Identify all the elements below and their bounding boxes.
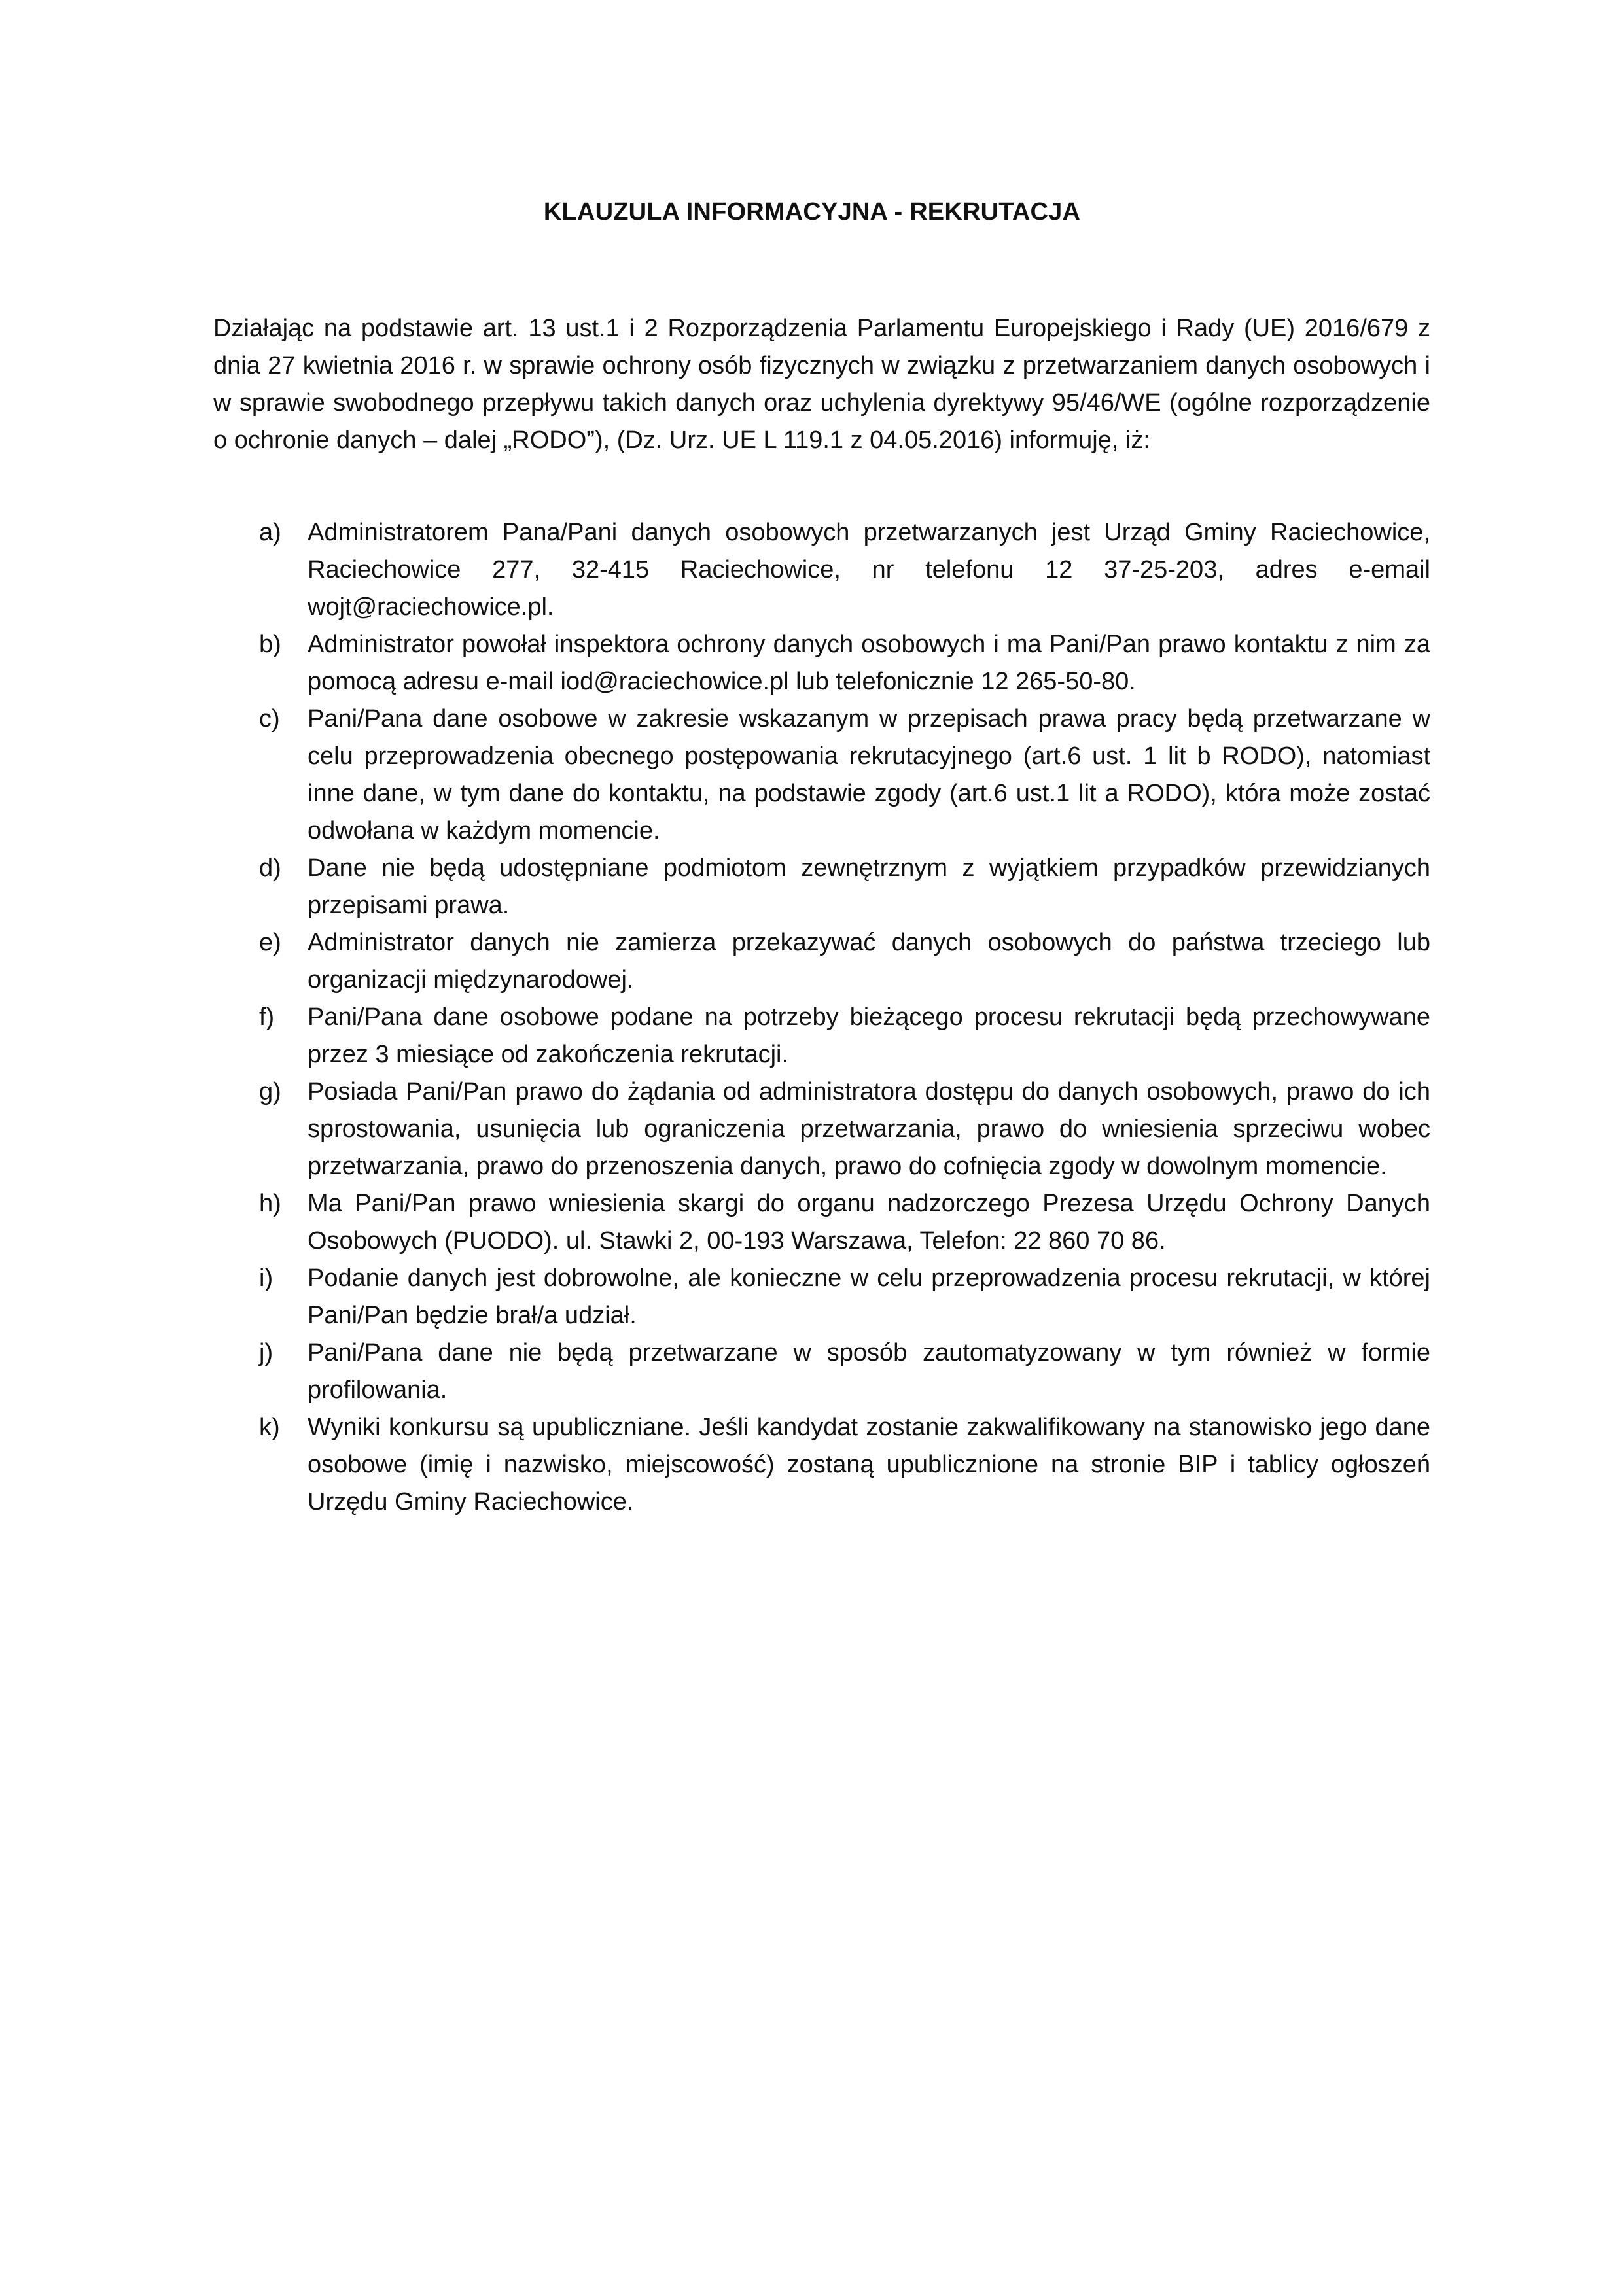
list-item-letter: h) <box>259 1190 281 1217</box>
document-title: KLAUZULA INFORMACYJNA - REKRUTACJA <box>543 198 1081 226</box>
list-item-letter: a) <box>259 519 281 546</box>
list-item-letter: k) <box>259 1414 280 1441</box>
intro-paragraph: Działając na podstawie art. 13 ust.1 i 2 Rozporządzenia Parlamentu Europejskiego i Rady (UE) 2016/679 z dnia 27 kwietnia 2016 r. w sprawie ochrony osób fizycznych w związku z przetwarzaniem danych osobowych i w sprawie swobodnego przepływu takich danych oraz uchylenia dyrektywy 95/46/WE (ogólne rozporządzenie o ochronie danych – dalej „RODO”), (Dz. Urz. UE L 119.1 z 04.05.2016) informuję, iż: <box>213 315 1430 454</box>
list-item <box>213 701 1430 850</box>
list-item-letter: b) <box>259 631 281 658</box>
list-item <box>213 626 1430 701</box>
list-item-text: Dane nie będą udostępniane podmiotom zewnętrznym z wyjątkiem przypadków przewidzianych przepisami prawa. <box>308 854 1430 919</box>
list-item-letter: g) <box>259 1078 281 1105</box>
list-item-letter: d) <box>259 854 281 882</box>
list-item <box>213 1334 1430 1409</box>
list-item-text: Posiada Pani/Pan prawo do żądania od administratora dostępu do danych osobowych, prawo do ich sprostowania, usunięcia lub ograniczenia przetwarzania, prawo do wniesienia sprzeciwu wobec przetwarzania, prawo do przenoszenia danych, prawo do cofnięcia zgody w dowolnym momencie. <box>308 1078 1430 1180</box>
list-item <box>213 1185 1430 1260</box>
clause-list <box>213 514 1430 1521</box>
list-item <box>213 514 1430 626</box>
list-item-text: Pani/Pana dane nie będą przetwarzane w sposób zautomatyzowany w tym również w formie profilowania. <box>308 1339 1430 1404</box>
list-item <box>213 1073 1430 1185</box>
list-item-text: Ma Pani/Pan prawo wniesienia skargi do organu nadzorczego Prezesa Urzędu Ochrony Danych Osobowych (PUODO). ul. Stawki 2, 00-193 Warszawa, Telefon: 22 860 70 86. <box>308 1190 1430 1255</box>
list-item-letter: f) <box>259 1003 275 1031</box>
list-item-text: Administratorem Pana/Pani danych osobowych przetwarzanych jest Urząd Gminy Raciechowice, Raciechowice 277, 32-415 Raciechowice, nr telefonu 12 37-25-203, adres e-email wojt@raciechowice.pl. <box>308 519 1430 621</box>
list-item-text: Podanie danych jest dobrowolne, ale konieczne w celu przeprowadzenia procesu rekrutacji, w której Pani/Pan będzie brał/a udział. <box>308 1264 1430 1329</box>
list-item-text: Pani/Pana dane osobowe w zakresie wskazanym w przepisach prawa pracy będą przetwarzane w celu przeprowadzenia obecnego postępowania rekrutacyjnego (art.6 ust. 1 lit b RODO), natomiast inne dane, w tym dane do kontaktu, na podstawie zgody (art.6 ust.1 lit a RODO), która może zostać odwołana w każdym momencie. <box>308 705 1430 844</box>
list-item <box>213 850 1430 924</box>
list-item <box>213 1260 1430 1334</box>
list-item-text: Administrator danych nie zamierza przekazywać danych osobowych do państwa trzeciego lub organizacji międzynarodowej. <box>308 929 1430 994</box>
list-item-text: Administrator powołał inspektora ochrony danych osobowych i ma Pani/Pan prawo kontaktu z nim za pomocą adresu e-mail iod@raciechowice.pl lub telefonicznie 12 265-50-80. <box>308 631 1430 695</box>
list-item-letter: j) <box>259 1339 274 1366</box>
list-item-text: Wyniki konkursu są upubliczniane. Jeśli kandydat zostanie zakwalifikowany na stanowisko jego dane osobowe (imię i nazwisko, miejscowość) zostaną upublicznione na stronie BIP i tablicy ogłoszeń Urzędu Gminy Raciechowice. <box>308 1414 1430 1516</box>
list-item <box>213 999 1430 1073</box>
list-item-letter: e) <box>259 929 281 956</box>
list-item-letter: c) <box>259 705 280 733</box>
list-item-text: Pani/Pana dane osobowe podane na potrzeby bieżącego procesu rekrutacji będą przechowywane przez 3 miesiące od zakończenia rekrutacji. <box>308 1003 1430 1068</box>
list-item <box>213 1409 1430 1521</box>
list-item-letter: i) <box>259 1264 274 1292</box>
list-item <box>213 924 1430 999</box>
